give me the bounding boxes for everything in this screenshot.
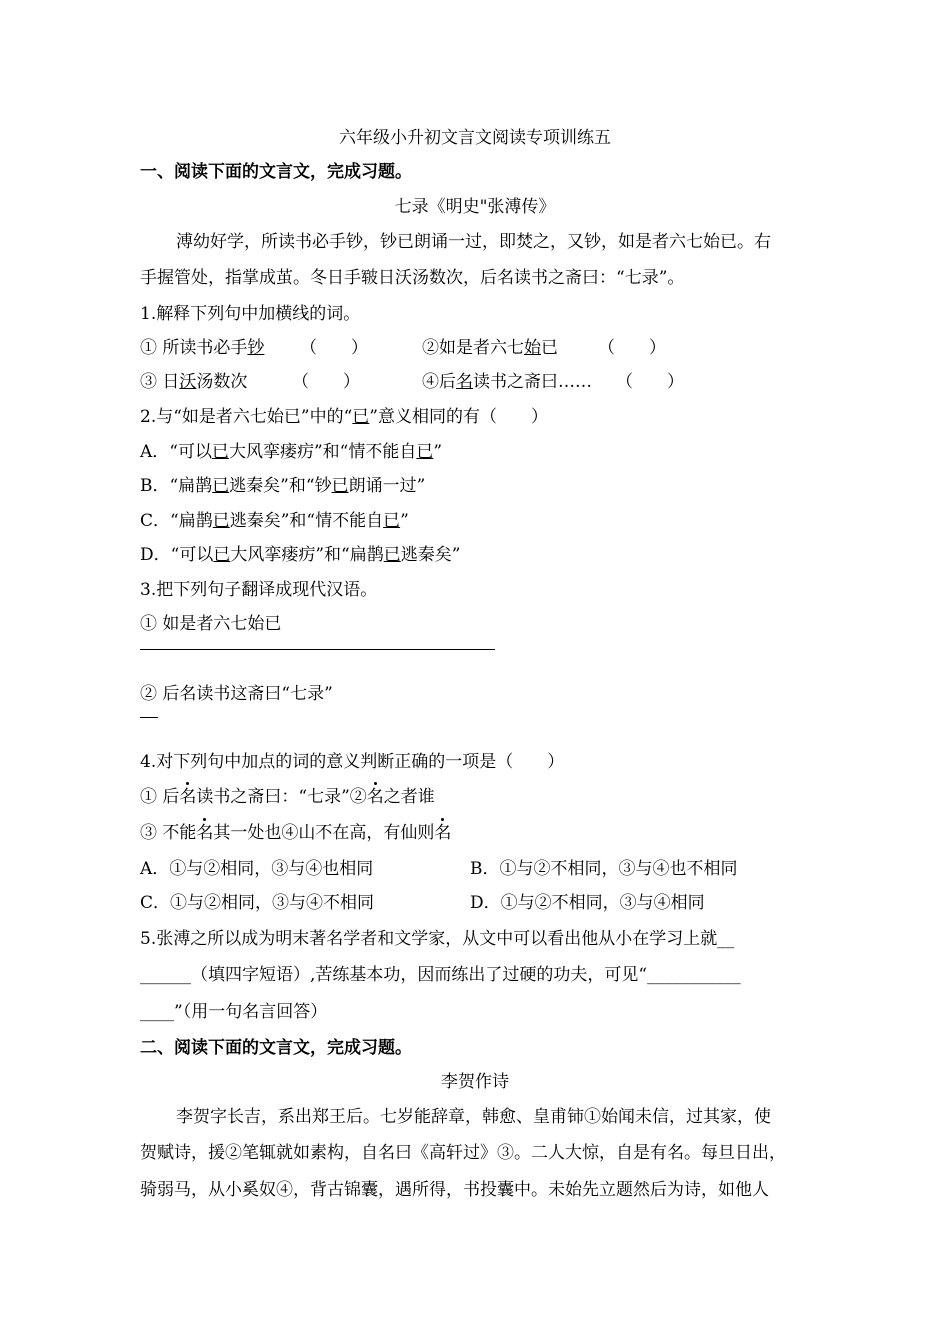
q1-stem: 1.解释下列句中加横线的词。: [140, 304, 361, 324]
q2-option-a: A．“可以已大风挛瘘疠”和“情不能自已”: [140, 442, 443, 462]
passage1-line1: 溥幼好学，所读书必手钞，钞已朗诵一过，即焚之，又钞，如是者六七始已。右: [176, 232, 771, 252]
q5-line3: ____”（用一句名言回答）: [140, 1002, 328, 1022]
q4-line2: ③ 不能名其一处也④山不在高，有仙则名: [140, 823, 452, 843]
passage2-line2: 贺赋诗，援②笔辄就如素构，自名曰《高轩过》③。二人大惊，自是有名。每旦日出，: [140, 1143, 786, 1163]
q4-option-d: D．①与②不相同，③与④相同: [470, 893, 705, 913]
q3-stem: 3.把下列句子翻译成现代汉语。: [140, 580, 378, 600]
q2-option-c: C．“扁鹊已逃秦矣”和“情不能自已”: [140, 511, 409, 531]
q1-item-d: ④后名读书之斋曰……: [422, 372, 592, 392]
q5-line2: ______（填四字短语）,苦练基本功，因而练出了过硬的功夫，可见“___________: [140, 965, 741, 985]
q1-item-b-blank: （ ）: [598, 338, 666, 358]
q1-item-d-blank: （ ）: [616, 372, 684, 392]
q4-option-a: A．①与②相同，③与④也相同: [140, 859, 374, 879]
q1-item-c-blank: （ ）: [292, 372, 360, 392]
q2-option-b: B．“扁鹊已逃秦矣”和“钞已朗诵一过”: [140, 476, 426, 496]
passage2-title: 李贺作诗: [441, 1072, 509, 1092]
q4-option-c: C．①与②相同，③与④不相同: [140, 893, 375, 913]
q3-item-b: ② 后名读书这斋曰“七录”: [140, 684, 333, 704]
q1-item-a: ① 所读书必手钞: [140, 338, 265, 358]
page-title: 六年级小升初文言文阅读专项训练五: [339, 128, 611, 148]
q1-item-c: ③ 日沃汤数次: [140, 372, 248, 392]
passage2-line1: 李贺字长吉，系出郑王后。七岁能辞章，韩愈、皇甫铈①始闻未信，过其家，使: [176, 1107, 771, 1127]
passage2-line3: 骑弱马，从小奚奴④，背古锦囊，遇所得，书投囊中。未始先立题然后为诗，如他人: [140, 1180, 769, 1200]
q3-item-a: ① 如是者六七始已: [140, 614, 282, 634]
q3-answer-line-a[interactable]: [140, 649, 495, 650]
section1-heading: 一、阅读下面的文言文，完成习题。: [140, 162, 412, 182]
q4-option-b: B．①与②不相同，③与④也不相同: [470, 859, 738, 879]
q3-answer-line-b[interactable]: [140, 717, 158, 718]
q2-stem: 2.与“如是者六七始已”中的“已”意义相同的有（ ）: [140, 407, 548, 427]
passage1-line2: 手握管处，指掌成茧。冬日手皲日沃汤数次，后名读书之斋曰：“七录”。: [140, 268, 685, 288]
q2-option-d: D．“可以已大风挛瘘疠”和“扁鹊已逃秦矣”: [140, 545, 461, 565]
passage1-title: 七录《明史"张溥传》: [394, 197, 556, 217]
q1-item-a-blank: （ ）: [300, 338, 368, 358]
q4-stem: 4.对下列句中加点的词的意义判断正确的一项是（ ）: [140, 752, 565, 772]
q1-item-b: ②如是者六七始已: [422, 338, 558, 358]
q4-line1: ① 后名读书之斋曰：“七录”②名之者谁: [140, 787, 435, 807]
section2-heading: 二、阅读下面的文言文，完成习题。: [140, 1038, 412, 1058]
q5-line1: 5.张溥之所以成为明末著名学者和文学家，从文中可以看出他从小在学习上就__: [140, 929, 735, 949]
